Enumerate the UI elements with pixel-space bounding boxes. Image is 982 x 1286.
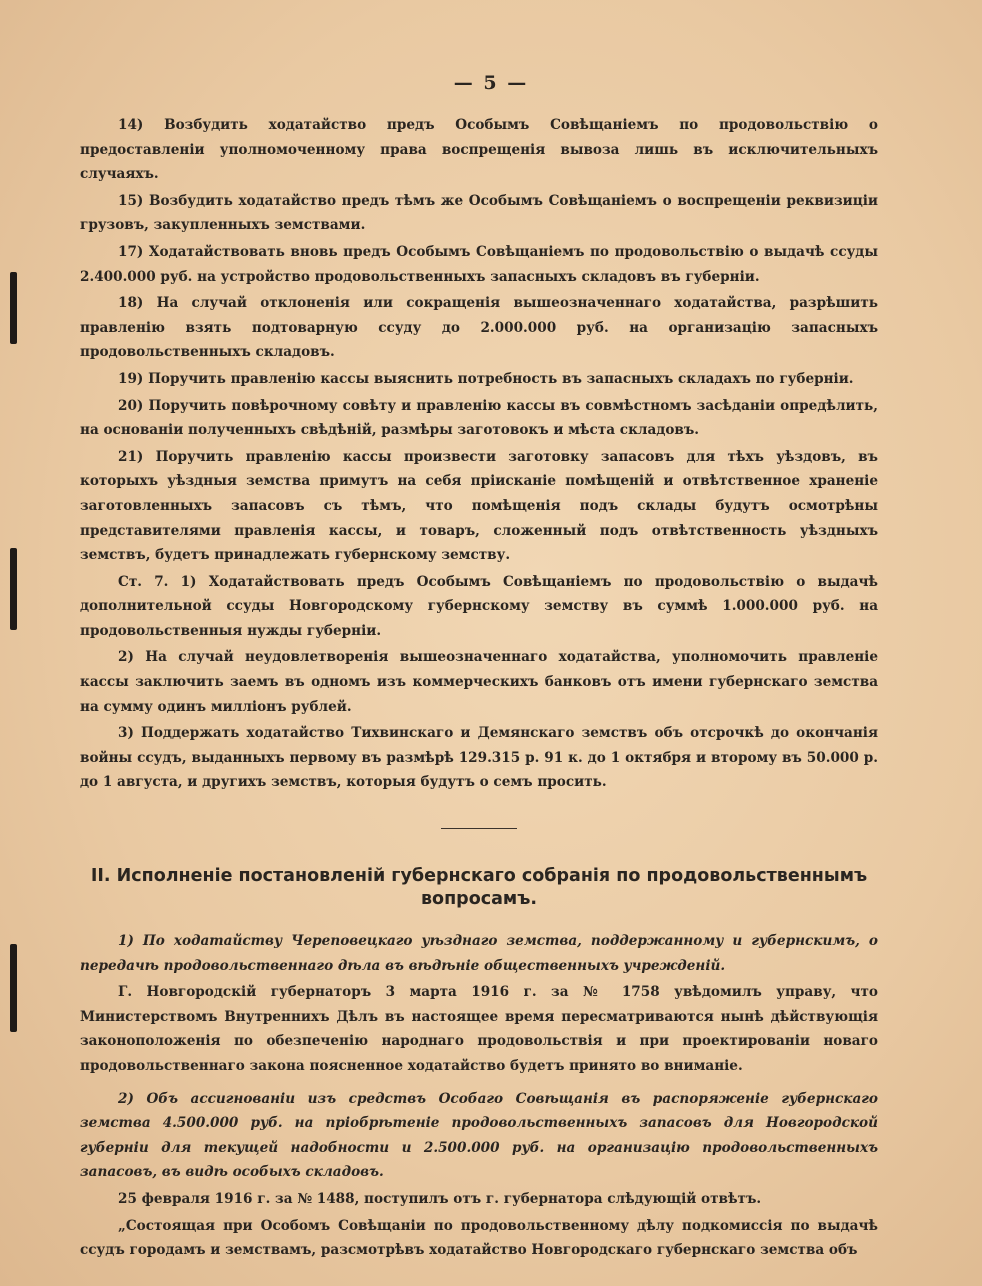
- binding-mark: [10, 548, 17, 630]
- paragraph-15: 15) Возбудить ходатайство предъ тѣмъ же Особымъ Совѣщаніемъ о воспрещеніи реквизиціи грузовъ, закупленныхъ земствами.: [80, 192, 878, 234]
- item2-heading: 2) Объ ассигнованіи изъ средствъ Особаго Совѣщанія въ распоряженіе губернскаго земства 4.500.000 руб. на пріобрѣтеніе продовольственныхъ запасовъ для Новгородской губерніи для текущей надобности и 2.500.000 руб. на организацію продовольственныхъ запасовъ, въ видѣ особыхъ складовъ.: [80, 1090, 878, 1181]
- paragraph-art7-2: 2) На случай неудовлетворенія вышеозначеннаго ходатайства, уполномочить правленіе кассы заключить заемъ въ одномъ изъ коммерческихъ банковъ отъ имени губернскаго земства на сумму одинъ милліонъ рублей.: [80, 649, 878, 715]
- paragraph-18: 18) На случай отклоненія или сокращенія вышеозначеннаго ходатайства, разрѣшить правленію взять подтоварную ссуду до 2.000.000 руб. на организацію запасныхъ продовольственныхъ складовъ.: [80, 295, 878, 361]
- item1-heading: 1) По ходатайству Череповецкаго уѣзднаго земства, поддержанному и губернскимъ, о передачѣ продовольственнаго дѣла въ вѣдѣніе общественныхъ учрежденій.: [80, 933, 878, 974]
- page-number: — 5 —: [453, 72, 529, 94]
- section-heading: II. Исполненіе постановленій губернскаго собранія по продовольственнымъ вопросамъ.: [90, 866, 868, 910]
- paragraph-21: 21) Поручить правленію кассы произвести заготовку запасовъ для тѣхъ уѣздовъ, въ которыхъ уѣздныя земства примутъ на себя пріисканіе помѣщеній и отвѣтственное храненіе заготовленныхъ запасовъ съ тѣмъ, что помѣщенія подъ склады будутъ осмотрѣны представителями правленія кассы, и товаръ, сложенный подъ отвѣтственность уѣздныхъ земствъ, будетъ принадлежать губернскому земству.: [80, 448, 878, 564]
- paragraph-14: 14) Возбудить ходатайство предъ Особымъ Совѣщаніемъ по продовольствію о предоставленіи уполномоченному права воспрещенія вывоза лишь въ исключительныхъ случаяхъ.: [80, 117, 878, 183]
- binding-mark: [10, 944, 17, 1032]
- item1-text: Г. Новгородскій губернаторъ 3 марта 1916 г. за № 1758 увѣдомилъ управу, что Министерствомъ Внутреннихъ Дѣлъ въ настоящее время пересматриваются нынѣ дѣйствующія законоположенія по обезпеченію народнаго продовольствія и при проектированіи новаго продовольственнаго закона поясненное ходатайство будетъ принято во вниманіе.: [80, 984, 878, 1074]
- document-body: [80, 113, 878, 1263]
- paragraph-art7-1: Ст. 7. 1) Ходатайствовать предъ Особымъ Совѣщаніемъ по продовольствію о выдачѣ дополнительной ссуды Новгородскому губернскому земству въ суммѣ 1.000.000 руб. на продовольственныя нужды губерніи.: [80, 573, 878, 639]
- paragraph-art7-3: 3) Поддержать ходатайство Тихвинскаго и Демянскаго земствъ объ отсрочкѣ до окончанія войны ссудъ, выданныхъ первому въ размѣрѣ 129.315 р. 91 к. до 1 октября и второму въ 50.000 р. до 1 августа, и другихъ земствъ, которыя будутъ о семъ просить.: [80, 725, 878, 791]
- paragraph-17: 17) Ходатайствовать вновь предъ Особымъ Совѣщаніемъ по продовольствію о выдачѣ ссуды 2.400.000 руб. на устройство продовольственныхъ запасныхъ складовъ въ губерніи.: [80, 243, 878, 285]
- section-divider: [441, 828, 517, 829]
- item2-line2: „Состоящая при Особомъ Совѣщаніи по продовольственному дѣлу подкомиссія по выдачѣ ссудъ городамъ и земствамъ, разсмотрѣвъ ходатайство Новгородскаго губернскаго земства объ: [80, 1217, 878, 1259]
- binding-mark: [10, 272, 17, 344]
- paragraph-19: 19) Поручить правленію кассы выяснить потребность въ запасныхъ складахъ по губерніи.: [118, 370, 854, 387]
- item2-line1: 25 февраля 1916 г. за № 1488, поступилъ отъ г. губернатора слѣдующій отвѣтъ.: [118, 1190, 762, 1207]
- paragraph-20: 20) Поручить повѣрочному совѣту и правленію кассы въ совмѣстномъ засѣданіи опредѣлить, на основаніи полученныхъ свѣдѣній, размѣры заготовокъ и мѣста складовъ.: [80, 397, 878, 439]
